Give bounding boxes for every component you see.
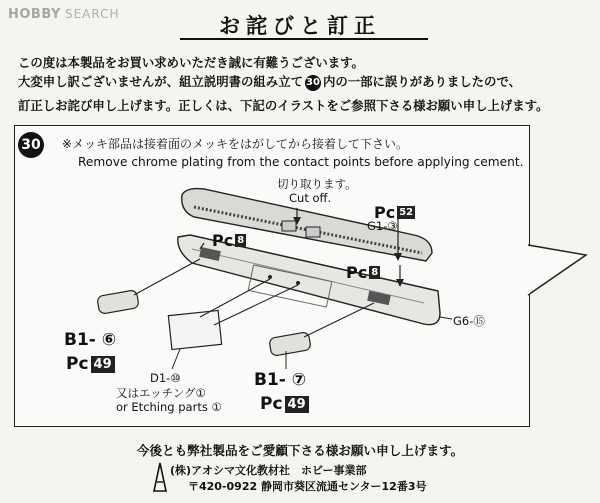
part-label-g1: G1-③ xyxy=(367,219,398,233)
chrome-note-en: Remove chrome plating from the contact points before applying cement. xyxy=(78,155,524,169)
company-address: 〒420-0922 静岡市葵区流通センター12番3号 xyxy=(188,480,427,493)
pc-number: 8 xyxy=(237,235,245,246)
pc-tag-b1-7 xyxy=(260,394,309,414)
part-d1-10 xyxy=(168,310,221,349)
callout-pointer xyxy=(528,245,586,295)
cut-off-label-en: Cut off. xyxy=(289,191,332,205)
step-ref-badge: 30 xyxy=(305,75,321,91)
intro-line-3: 訂正しお詫び申し上げます。正しくは、下記のイラストをご参照下さる様お願い申し上げます。 xyxy=(18,98,549,113)
part-label-g6: G6-⑮ xyxy=(453,314,485,328)
pc-prefix: Pc xyxy=(66,354,89,374)
pc-tag-b1-6 xyxy=(66,354,115,374)
step-number-badge: 30 xyxy=(18,132,44,158)
part-label-d1: D1-⑩ xyxy=(150,371,181,385)
intro-line-1: この度は本製品をお買い求めいただき誠に有難うございます。 xyxy=(18,55,364,70)
part-label-b1-6: B1- ⑥ xyxy=(64,330,117,350)
pc-number: 49 xyxy=(91,356,115,373)
watermark-logo: HOBBY xyxy=(8,6,61,22)
etching-label-en: or Etching parts ① xyxy=(116,400,222,414)
aoshima-logo-icon xyxy=(153,462,167,492)
part-b1-6 xyxy=(97,290,140,315)
intro-line-2-b: 内の一部に誤りがありましたので、 xyxy=(322,74,521,89)
watermark-search: SEARCH xyxy=(64,7,120,21)
pc-tag-left xyxy=(212,231,246,250)
pc-prefix: Pc xyxy=(346,263,368,282)
pc-tag-right xyxy=(346,263,380,282)
pc-number: 52 xyxy=(399,207,414,218)
cut-off-label-jp: 切り取ります。 xyxy=(277,177,357,191)
company-name: (株)アオシマ文化教材社 ホビー事業部 xyxy=(170,464,367,477)
pc-number: 8 xyxy=(371,267,379,278)
intro-line-2-a: 大変申し訳ございませんが、組立説明書の組み立て xyxy=(18,74,303,89)
pc-number: 49 xyxy=(285,396,309,413)
peg-right xyxy=(306,227,320,237)
intro-line-2 xyxy=(18,72,521,91)
pc-prefix: Pc xyxy=(374,203,396,222)
peg-left xyxy=(282,221,296,231)
etching-label-jp: 又はエッチング① xyxy=(116,386,206,400)
bumper-illustration xyxy=(14,125,600,425)
part-b1-7 xyxy=(269,332,312,357)
page-title: お詫びと訂正 xyxy=(219,14,381,38)
part-label-b1-7: B1- ⑦ xyxy=(254,370,307,390)
title-underline xyxy=(180,38,428,40)
pc-prefix: Pc xyxy=(212,231,234,250)
pc-prefix: Pc xyxy=(260,394,283,414)
footer-thanks: 今後とも弊社製品をご愛顧下さる様お願い申し上げます。 xyxy=(136,443,464,458)
chrome-note-jp: ※メッキ部品は接着面のメッキをはがしてから接着して下さい。 xyxy=(62,137,409,151)
